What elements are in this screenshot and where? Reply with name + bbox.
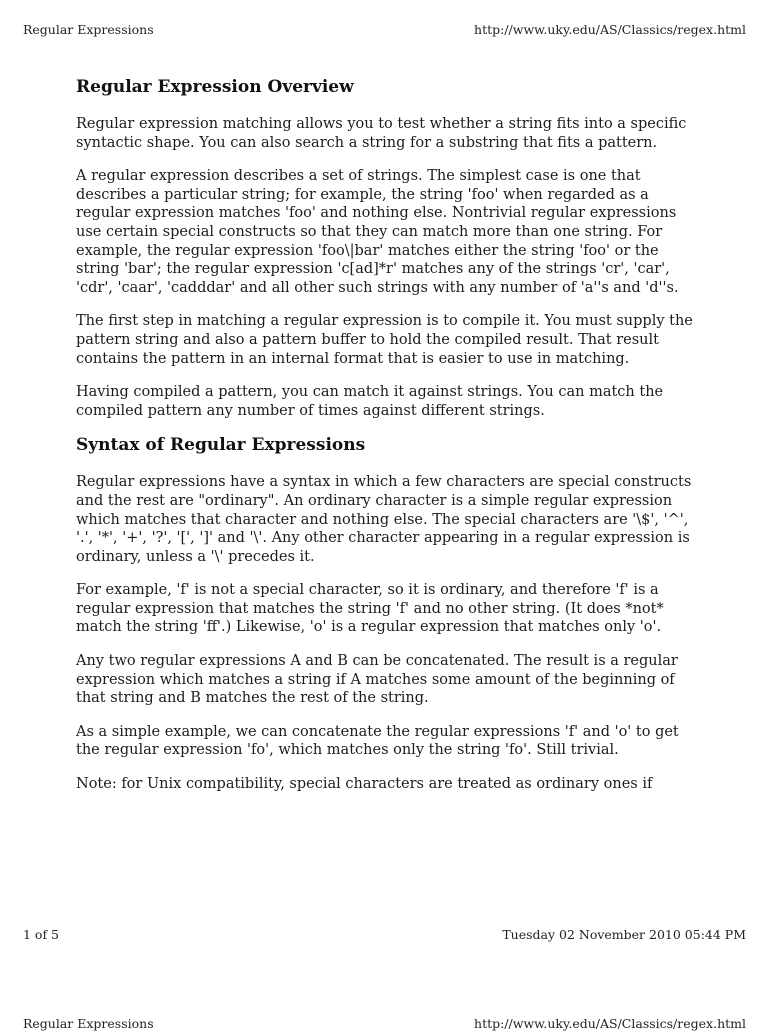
document-body [76,76,696,794]
section-syntax [76,434,696,793]
paragraph: Regular expressions have a syntax in which a few characters are special constructs and the rest are "ordinary". An ordinary character is a simple regular expression which matches that character and nothing else. The special characters are '\$', '^', '.', '*', '+', '?', '[', ']' and '\'. Any other character appearing in a regular expression is ordinary, unless a '\' precedes it. [76,474,692,565]
paragraph: For example, 'f' is not a special character, so it is ordinary, and therefore 'f' is a regular expression that matches the string 'f' and no other string. (It does *not* match the string 'ff'.) Likewise, 'o' is a regular expression that matches only 'o'. [76,582,664,636]
paragraph: Note: for Unix compatibility, special characters are treated as ordinary ones if [76,776,653,793]
print-timestamp: Tuesday 02 November 2010 05:44 PM [502,927,746,942]
paragraph: Having compiled a pattern, you can match it against strings. You can match the compiled pattern any number of times against different strings. [76,384,664,419]
print-footer [23,927,746,943]
page-number: 1 of 5 [23,927,60,942]
print-header [23,22,746,38]
section-overview [76,76,696,420]
next-page-header [23,1016,746,1032]
paragraph: Regular expression matching allows you to test whether a string fits into a specific syntactic shape. You can also search a string for a substring that fits a pattern. [76,116,687,151]
header-url: http://www.uky.edu/AS/Classics/regex.html [474,22,746,37]
paragraph: The first step in matching a regular expression is to compile it. You must supply the pattern string and also a pattern buffer to hold the compiled result. That result contains the pattern in an internal format that is easier to use in matching. [76,313,693,367]
section-heading: Syntax of Regular Expressions [76,435,366,456]
paragraph: A regular expression describes a set of strings. The simplest case is one that describes a particular string; for example, the string 'foo' when regarded as a regular expression matches 'foo' and nothing else. Nontrivial regular expressions use certain special constructs so that they can match more than one string. For example, the regular expression 'foo\|bar' matches either the string 'foo' or the string 'bar'; the regular expression 'c[ad]*r' matches any of the strings 'cr', 'car', 'cdr', 'caar', 'cadddar' and all other such strings with any number of 'a''s and 'd''s. [76,168,679,296]
paragraph: As a simple example, we can concatenate the regular expressions 'f' and 'o' to get the regular expression 'fo', which matches only the string 'fo'. Still trivial. [76,723,679,759]
header-title: Regular Expressions [23,1016,154,1031]
section-heading: Regular Expression Overview [76,77,354,97]
header-title: Regular Expressions [23,22,154,37]
paragraph: Any two regular expressions A and B can be concatenated. The result is a regular expression which matches a string if A matches some amount of the beginning of that string and B matches the rest of the string. [76,653,678,707]
header-url: http://www.uky.edu/AS/Classics/regex.html [474,1016,746,1031]
